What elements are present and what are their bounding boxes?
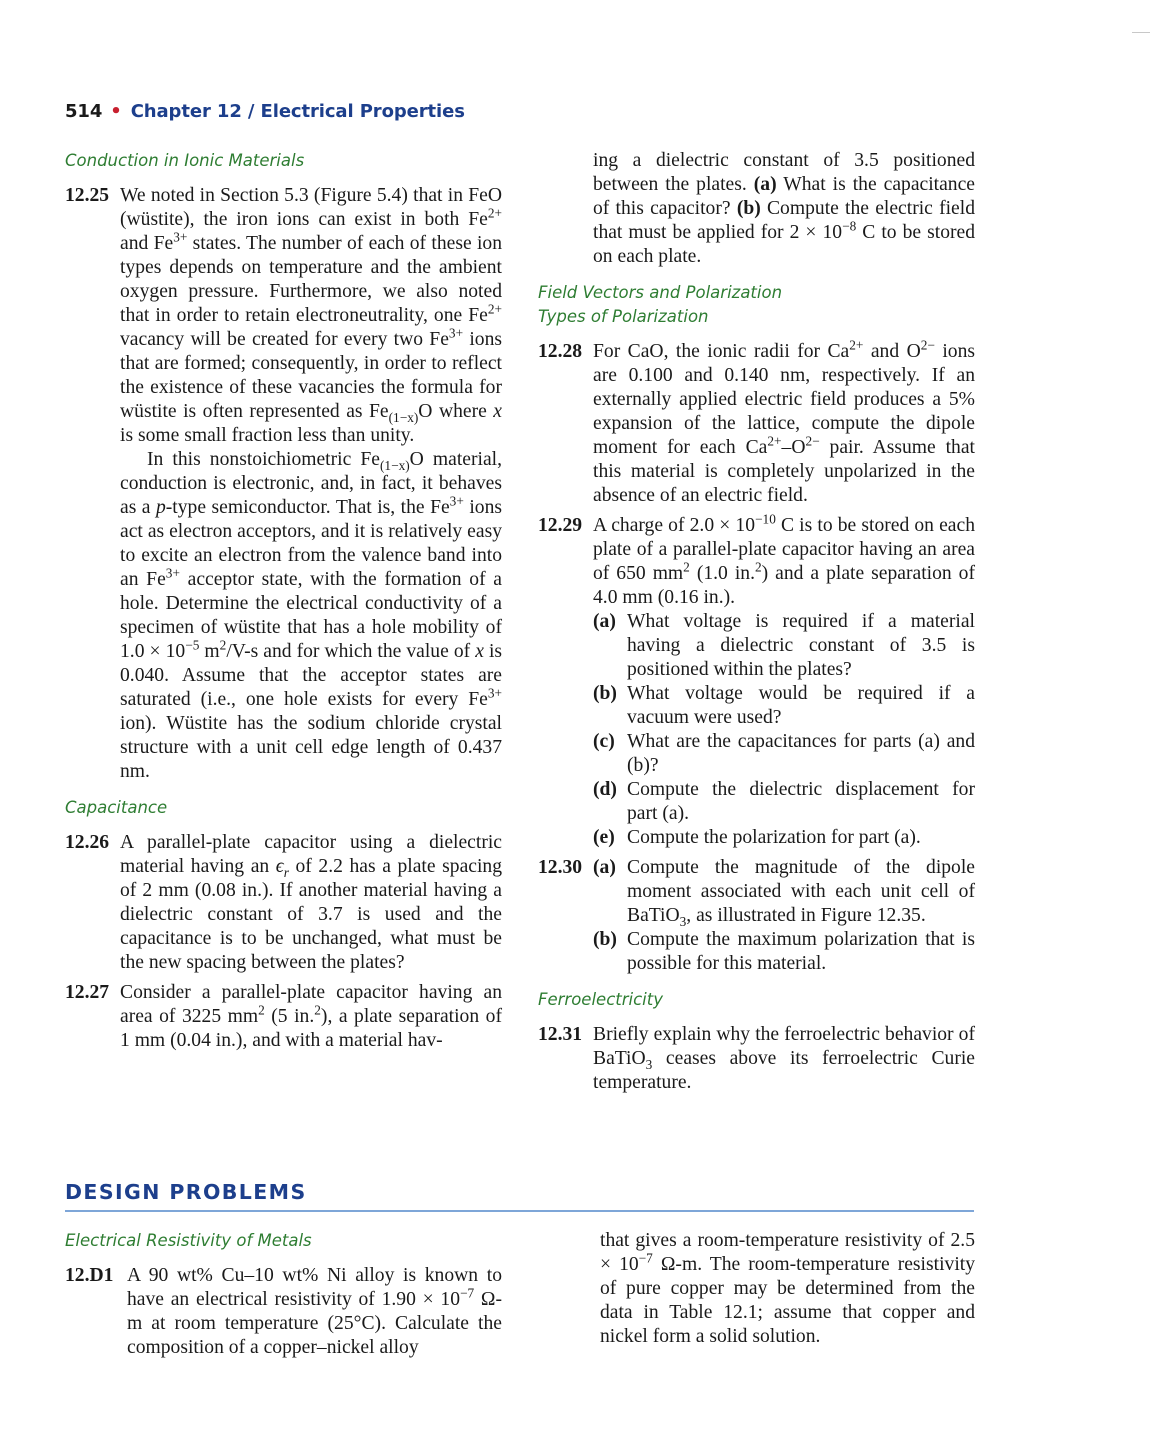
problem-text: For CaO, the ionic radii for $Ca^{2+}$ and $O^{2-}$ ions are 0.100 and 0.140 nm, respectively. If an externally applied electric field produces a 5% expansion of the lattice, compute the dipole moment for each $Ca^{2+}-O^{2-}$ pair. Assume that this material is completely unpolarized in the absence of an electric field. <box>593 337 975 506</box>
section-heading-resistivity-metals: Electrical Resistivity of Metals <box>65 1231 312 1250</box>
section-heading-field-vectors: Field Vectors and Polarization <box>538 283 783 302</box>
problem-number: 12.28 <box>538 341 583 362</box>
problem-part-b: (b) What voltage would be required if a vacuum were used? <box>593 683 975 728</box>
design-section-rule <box>65 1210 974 1212</box>
running-head <box>65 101 465 122</box>
chapter-title: Chapter 12 / Electrical Properties <box>130 101 465 122</box>
problem-text: A 90 wt% Cu–10 wt% Ni alloy is known to have an electrical resistivity of $1.90 \times 10^{-7}$ Ω-m at room temperature (25°C). Calculate the composition of a copper–nickel alloy <box>127 1265 502 1358</box>
problem-text-continued: In this nonstoichiometric $Fe_{(1-x)}O$ material, conduction is electronic, and, in fact, it behaves as a p-type semiconductor. That is, the $Fe^{3+}$ ions act as electron acceptors, and it is relatively easy to excite an electron from the valence band into an $Fe^{3+}$ acceptor state, with the formation of a hole. Determine the electrical conductivity of a specimen of wüstite that has a hole mobility of $1.0 \times 10^{-5}$ $m^2/V-s$ and for which the value of x is 0.040. Assume that the acceptor states are saturated (i.e., one hole exists for every $Fe^{3+}$ ion). Wüstite has the sodium chloride crystal structure with a unit cell edge length of 0.437 nm. <box>120 449 503 782</box>
corner-crop-mark <box>1132 32 1150 33</box>
design-left-column <box>65 1229 502 1360</box>
problem-part-a: (a) What voltage is required if a material having a dielectric constant of 3.5 is positioned within the plates? <box>593 611 975 680</box>
section-heading-capacitance: Capacitance <box>65 798 168 817</box>
problem-text: We noted in Section 5.3 (Figure 5.4) that in FeO (wüstite), the iron ions can exist in both $Fe^{2+}$ and $Fe^{3+}$ states. The number of each of these ion types depends on temperature and the ambient oxygen pressure. Furthermore, we also noted that in order to retain electroneutrality, one $Fe^{2+}$ vacancy will be created for every two $Fe^{3+}$ ions that are formed; consequently, in order to reflect the existence of these vacancies the formula for wüstite is often represented as $Fe_{(1-x)}O$ where x is some small fraction less than unity. <box>120 185 503 446</box>
section-heading-ferroelectricity: Ferroelectricity <box>538 990 663 1009</box>
problem-part-d: (d) Compute the dielectric displacement for part (a). <box>593 779 975 824</box>
problem-number: 12.25 <box>65 185 110 206</box>
problem-text: A charge of $2.0 \times 10^{-10}$ C is to be stored on each plate of a parallel-plate capacitor having an area of 650 $mm^2$ (1.0 in.$^2$) and a plate separation of 4.0 mm (0.16 in.). <box>593 511 975 608</box>
design-right-column <box>538 1229 975 1349</box>
problem-text: Consider a parallel-plate capacitor having an area of 3225 $mm^2$ (5 in.$^2$), a plate separation of 1 mm (0.04 in.), and with a material hav- <box>120 982 502 1051</box>
problem-12-25 <box>65 184 502 784</box>
problem-12-d1-continued <box>538 1229 975 1349</box>
problem-12-26 <box>65 831 502 975</box>
problem-number: 12.29 <box>538 515 583 536</box>
right-column <box>538 149 975 1095</box>
problem-part-c: (c) What are the capacitances for parts (a) and (b)? <box>593 731 975 776</box>
problem-text: ing a dielectric constant of 3.5 positioned between the plates. (a) What is the capacitance of this capacitor? (b) Compute the electric field that must be applied for $2 \times 10^{-8}$ C to be stored on each plate. <box>593 150 976 267</box>
problem-number: 12.30 <box>538 857 583 878</box>
problem-12-27-continued <box>538 149 975 269</box>
problem-number: 12.D1 <box>65 1265 114 1286</box>
bullet-separator: • <box>110 101 122 122</box>
problem-text: Briefly explain why the ferroelectric behavior of BaTiO$_3$ ceases above its ferroelectric Curie temperature. <box>593 1024 975 1093</box>
section-heading-types-polarization: Types of Polarization <box>538 307 709 326</box>
problem-12-d1 <box>65 1264 502 1360</box>
problem-12-28 <box>538 337 975 508</box>
problem-text: that gives a room-temperature resistivity of $2.5 \times 10^{-7}$ Ω-m. The room-temperature resistivity of pure copper may be determined from the data in Table 12.1; assume that copper and nickel form a solid solution. <box>600 1230 975 1347</box>
problem-12-31 <box>538 1023 975 1095</box>
problem-part-e: (e) Compute the polarization for part (a). <box>593 827 921 848</box>
problem-number: 12.27 <box>65 982 110 1003</box>
problem-part-b: (b) Compute the maximum polarization that is possible for this material. <box>593 929 975 974</box>
left-column <box>65 149 502 1053</box>
problem-text: A parallel-plate capacitor using a dielectric material having an $\epsilon_r$ of 2.2 has a plate spacing of 2 mm (0.08 in.). If another material having a dielectric constant of 3.7 is used and the capacitance is to be unchanged, what must be the new spacing between the plates? <box>120 832 502 973</box>
section-heading-conduction-ionic: Conduction in Ionic Materials <box>65 151 305 170</box>
problem-number: 12.26 <box>65 832 110 853</box>
problem-number: 12.31 <box>538 1024 583 1045</box>
design-problems-title: DESIGN PROBLEMS <box>65 1180 307 1204</box>
problem-12-27 <box>65 981 502 1053</box>
problem-part-a: (a) Compute the magnitude of the dipole moment associated with each unit cell of BaTiO$_3$, as illustrated in Figure 12.35. <box>593 857 975 929</box>
problem-12-29 <box>538 511 975 850</box>
problem-12-30 <box>538 856 975 976</box>
page-number: 514 <box>65 101 103 122</box>
